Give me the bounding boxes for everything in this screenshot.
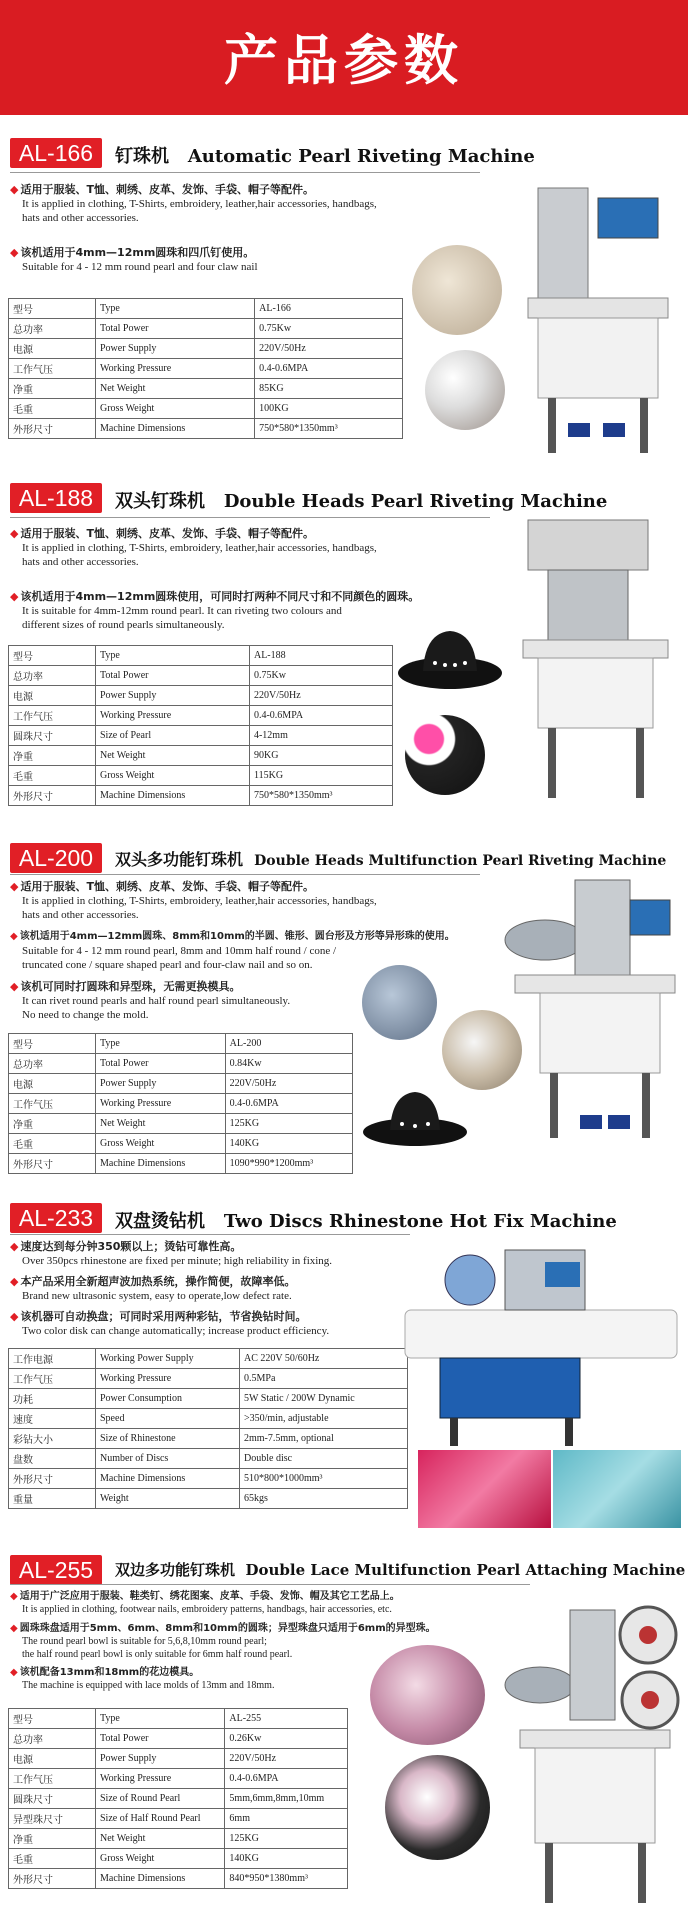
table-row: 外形尺寸 Machine Dimensions 840*950*1380mm³: [9, 1869, 348, 1889]
table-row: 工作气压 Working Pressure 0.4-0.6MPA: [9, 1769, 348, 1789]
colored-pearls-photo: [405, 715, 485, 795]
table-row: 毛重 Gross Weight 140KG: [9, 1134, 353, 1154]
table-row: 净重 Net Weight 125KG: [9, 1829, 348, 1849]
title-en: Double Heads Multifunction Pearl Riveting Machine: [254, 853, 667, 869]
bullet: ◆ 速度达到每分钟350颗以上；烫钻可靠性高。 Over 350pcs rhinestone are fixed per minute; high reliability in fixing.: [10, 1240, 333, 1267]
machine-al-200-image: [500, 870, 680, 1150]
bullet: ◆ 该机适用于4mm—12mm圆珠使用，可同时打两种不同尺寸和不同颜色的圆珠。 It is suitable for 4mm-12mm round pearl. It can riveting two colours and different sizes of round pearls simultaneously.: [10, 590, 420, 631]
section-title: [115, 1207, 617, 1233]
title-en: Double Heads Pearl Riveting Machine: [223, 491, 608, 512]
table-row: 型号 Type AL-166: [9, 299, 403, 319]
model-tag: AL-200: [10, 843, 102, 873]
table-row: 净重 Net Weight 125KG: [9, 1114, 353, 1134]
table-row: 净重 Net Weight 90KG: [9, 746, 393, 766]
spec-table: [8, 298, 403, 439]
divider: [10, 874, 480, 875]
section-title: [115, 487, 607, 513]
table-row: 电源 Power Supply 220V/50Hz: [9, 1749, 348, 1769]
table-row: 总功率 Total Power 0.75Kw: [9, 666, 393, 686]
table-row: 工作电源 Working Power Supply AC 220V 50/60Hz: [9, 1349, 408, 1369]
spec-table: [8, 1033, 353, 1174]
pink-rhinestone-fabric-photo: [418, 1450, 551, 1528]
title-en: Automatic Pearl Riveting Machine: [187, 146, 535, 167]
model-tag: AL-166: [10, 138, 102, 168]
teal-rhinestone-fabric-photo: [553, 1450, 681, 1528]
table-row: 功耗 Power Consumption 5W Static / 200W Dynamic: [9, 1389, 408, 1409]
denim-pearls-photo: [362, 965, 437, 1040]
table-row: 圆珠尺寸 Size of Round Pearl 5mm,6mm,8mm,10mm: [9, 1789, 348, 1809]
bullet: ◆ 适用于服装、T恤、刺绣、皮革、发饰、手袋、帽子等配件。 It is applied in clothing, T-Shirts, embroidery, leather,hair accessories, handbags, hats and other accessories.: [10, 183, 377, 224]
table-row: 外形尺寸 Machine Dimensions 510*800*1000mm³: [9, 1469, 408, 1489]
table-row: 速度 Speed >350/min, adjustable: [9, 1409, 408, 1429]
bullet: ◆ 适用于广泛应用于服装、鞋类钉、绣花图案、皮革、手袋、发饰、帽及其它工艺品上。 It is applied in clothing, footwear nails, embroidery patterns, handbags, hair accessories, etc.: [10, 1591, 400, 1615]
table-row: 净重 Net Weight 85KG: [9, 379, 403, 399]
divider: [10, 1584, 530, 1585]
bullet: ◆ 本产品采用全新超声波加热系统，操作简便，故障率低。 Brand new ultrasonic system, easy to operate,low defect rate.: [10, 1275, 296, 1302]
section-title: [115, 1559, 685, 1580]
bullet: ◆ 该机配备13mm和18mm的花边模具。 The machine is equipped with lace molds of 13mm and 18mm.: [10, 1667, 275, 1691]
table-row: 毛重 Gross Weight 100KG: [9, 399, 403, 419]
table-row: 异型珠尺寸 Size of Half Round Pearl 6mm: [9, 1809, 348, 1829]
table-row: 外形尺寸 Machine Dimensions 1090*990*1200mm³: [9, 1154, 353, 1174]
bullet: ◆ 圆珠珠盘适用于5mm、6mm、8mm和10mm的圆珠；异型珠盘只适用于6mm的异型珠。 The round pearl bowl is suitable for 5,6,8,10mm round pearl; the half round pearl bowl is only suitable for 6mm half round pearl.: [10, 1623, 436, 1660]
table-row: 总功率 Total Power 0.75Kw: [9, 319, 403, 339]
table-row: 盘数 Number of Discs Double disc: [9, 1449, 408, 1469]
table-row: 毛重 Gross Weight 115KG: [9, 766, 393, 786]
machine-al-188-image: [518, 515, 678, 815]
table-row: 重量 Weight 65kgs: [9, 1489, 408, 1509]
spec-table: [8, 1348, 408, 1509]
bullet: ◆ 适用于服装、T恤、刺绣、皮革、发饰、手袋、帽子等配件。 It is applied in clothing, T-Shirts, embroidery, leather,hair accessories, handbags, hats and other accessories.: [10, 880, 377, 921]
bullet: ◆ 该机适用于4mm—12mm圆珠和四爪钉使用。 Suitable for 4 - 12 mm round pearl and four claw nail: [10, 246, 258, 273]
table-row: 外形尺寸 Machine Dimensions 750*580*1350mm³: [9, 786, 393, 806]
model-tag: AL-233: [10, 1203, 102, 1233]
black-hat-photo: [395, 615, 505, 695]
table-row: 工作气压 Working Pressure 0.4-0.6MPA: [9, 706, 393, 726]
section-title: [115, 847, 666, 870]
bullet: ◆ 适用于服装、T恤、刺绣、皮革、发饰、手袋、帽子等配件。 It is applied in clothing, T-Shirts, embroidery, leather,hair accessories, handbags, hats and other accessories.: [10, 527, 377, 568]
black-hat-photo: [360, 1080, 470, 1150]
model-tag: AL-188: [10, 483, 102, 513]
pearl-flowers-photo: [370, 1645, 485, 1745]
divider: [10, 172, 480, 173]
section-title: [115, 142, 535, 168]
machine-al-166-image: [508, 168, 680, 468]
header-banner: [0, 0, 688, 115]
table-row: 圆珠尺寸 Size of Pearl 4-12mm: [9, 726, 393, 746]
title-en: Double Lace Multifunction Pearl Attaching Machine: [245, 1561, 686, 1579]
bullet: ◆ 该机可同时打圆珠和异型珠，无需更换模具。 It can rivet round pearls and half round pearl simultaneously. No need to change the mold.: [10, 980, 291, 1021]
page-title: 产品参数: [224, 29, 464, 92]
table-row: 工作气压 Working Pressure 0.4-0.6MPA: [9, 359, 403, 379]
bullet: ◆ 该机适用于4mm—12mm圆珠、8mm和10mm的半圆、锥形、圆台形及方形等异形珠的使用。 Suitable for 4 - 12 mm round pearl, 8mm and 10mm half round / cone / truncated cone / square shaped pearl and four-claw nail and so on.: [10, 931, 455, 971]
table-row: 工作气压 Working Pressure 0.4-0.6MPA: [9, 1094, 353, 1114]
table-row: 彩钻大小 Size of Rhinestone 2mm-7.5mm, optional: [9, 1429, 408, 1449]
title-zh: 双头多功能钉珠机: [115, 850, 244, 869]
machine-al-255-image: [500, 1590, 682, 1910]
table-row: 工作气压 Working Pressure 0.5MPa: [9, 1369, 408, 1389]
pearl-lace-photo: [412, 245, 502, 335]
title-en: Two Discs Rhinestone Hot Fix Machine: [223, 1211, 617, 1232]
lace-pearl-flowers-photo: [385, 1755, 490, 1860]
machine-al-233-image: [400, 1240, 682, 1450]
spec-table: [8, 1708, 348, 1889]
table-row: 外形尺寸 Machine Dimensions 750*580*1350mm³: [9, 419, 403, 439]
title-zh: 双头钉珠机: [115, 491, 205, 512]
model-tag: AL-255: [10, 1555, 102, 1585]
table-row: 电源 Power Supply 220V/50Hz: [9, 686, 393, 706]
table-row: 总功率 Total Power 0.84Kw: [9, 1054, 353, 1074]
table-row: 电源 Power Supply 220V/50Hz: [9, 339, 403, 359]
table-row: 毛重 Gross Weight 140KG: [9, 1849, 348, 1869]
title-zh: 双边多功能钉珠机: [115, 1561, 236, 1579]
pearls-photo: [425, 350, 505, 430]
title-zh: 双盘烫钻机: [115, 1211, 205, 1232]
spec-table: [8, 645, 393, 806]
table-row: 型号 Type AL-188: [9, 646, 393, 666]
table-row: 电源 Power Supply 220V/50Hz: [9, 1074, 353, 1094]
table-row: 型号 Type AL-255: [9, 1709, 348, 1729]
title-zh: 钉珠机: [115, 146, 169, 167]
divider: [10, 517, 490, 518]
bullet: ◆ 该机器可自动换盘；可同时采用两种彩钻，节省换钻时间。 Two color disk can change automatically; increase product efficiency.: [10, 1310, 330, 1337]
table-row: 型号 Type AL-200: [9, 1034, 353, 1054]
table-row: 总功率 Total Power 0.26Kw: [9, 1729, 348, 1749]
divider: [10, 1234, 410, 1235]
